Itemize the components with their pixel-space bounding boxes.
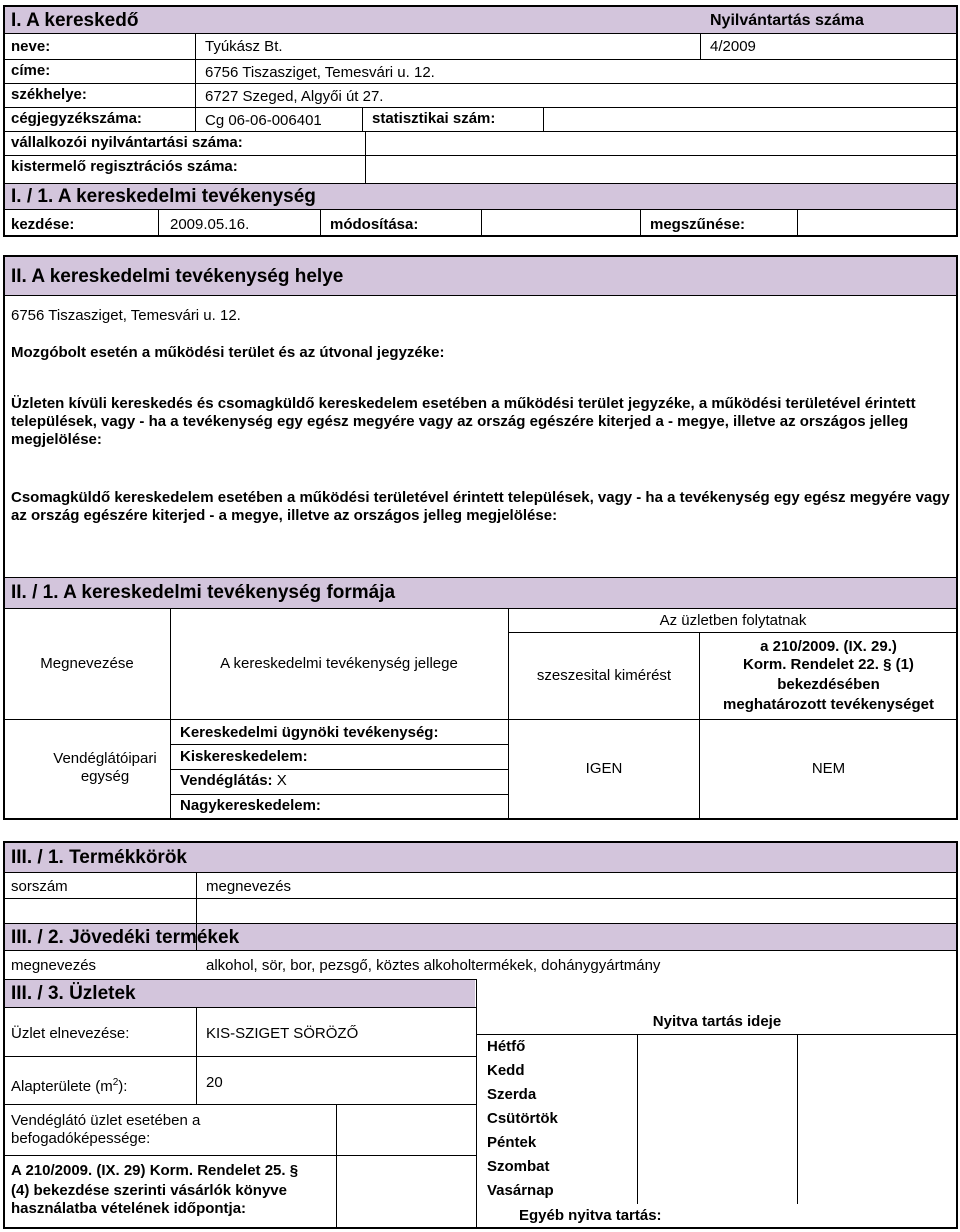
col-nature-header: A kereskedelmi tevékenység jellege — [220, 655, 458, 672]
complaint-book-line3: használatba vételének időpontja: — [11, 1200, 247, 1217]
excise-section-title: III. / 2. Jövedéki termékek — [11, 927, 240, 948]
divider — [4, 719, 957, 720]
registration-number-value: 4/2009 — [710, 38, 756, 55]
divider — [4, 33, 957, 34]
day-tuesday: Kedd — [487, 1062, 525, 1079]
products-section-title: III. / 1. Termékkörök — [11, 847, 188, 868]
divider — [171, 769, 508, 770]
area-label — [11, 1074, 127, 1096]
area-label-end: ): — [118, 1078, 128, 1095]
company-registration-label: cégjegyzékszáma: — [11, 110, 142, 127]
divider — [4, 1007, 476, 1008]
divider — [4, 577, 957, 578]
shop-name-label: Üzlet elnevezése: — [11, 1025, 130, 1042]
activity-catering — [180, 772, 287, 790]
divider — [508, 608, 509, 819]
divider — [320, 209, 321, 236]
divider — [797, 209, 798, 236]
divider — [4, 979, 476, 980]
area-label-text: Alapterülete (m — [11, 1078, 113, 1095]
end-label: megszűnése: — [650, 216, 746, 233]
activity-catering-label: Vendéglátás: — [180, 772, 273, 789]
modification-label: módosítása: — [330, 216, 419, 233]
area-label-sup: 2 — [112, 1077, 119, 1088]
opening-hours-title: Nyitva tartás ideje — [652, 1013, 782, 1030]
divider — [4, 950, 957, 951]
address-label: címe: — [11, 62, 51, 79]
divider — [4, 295, 957, 296]
col-regulation-line3: bekezdésében — [777, 676, 880, 693]
activity-catering-value: X — [276, 772, 287, 789]
divider — [4, 1155, 476, 1156]
company-registration-value: Cg 06-06-006401 — [205, 112, 322, 129]
divider — [4, 183, 957, 184]
entrepreneur-number-label: vállalkozói nyilvántartási száma: — [11, 134, 243, 151]
start-label: kezdése: — [11, 216, 75, 233]
divider — [336, 1104, 337, 1228]
activity-section-title: I. / 1. A kereskedelmi tevékenység — [11, 186, 316, 207]
col-product-name-header: megnevezés — [206, 878, 292, 895]
form-section-title: II. / 1. A kereskedelmi tevékenység formája — [11, 582, 396, 603]
other-opening-hours-label: Egyéb nyitva tartás: — [519, 1207, 662, 1224]
row-unit-name: Vendéglátóipari egység — [53, 750, 157, 785]
regulation-value: NEM — [811, 760, 846, 777]
activity-retail: Kiskereskedelem: — [180, 748, 308, 765]
shops-section-title: III. / 3. Üzletek — [11, 983, 136, 1004]
excise-label: megnevezés — [11, 957, 97, 974]
address-value: 6756 Tiszasziget, Temesvári u. 12. — [205, 64, 435, 81]
divider — [640, 209, 641, 236]
capacity-label: Vendéglátó üzlet esetében a befogadóképessége: — [11, 1112, 201, 1147]
day-wednesday: Szerda — [487, 1086, 537, 1103]
divider — [4, 131, 957, 132]
divider — [4, 1056, 476, 1057]
complaint-book-line1: A 210/2009. (IX. 29) Korm. Rendelet 25. § — [11, 1162, 299, 1179]
day-sunday: Vasárnap — [487, 1182, 554, 1199]
col-shop-header: Az üzletben folytatnak — [659, 612, 807, 629]
shop-name-value: KIS-SZIGET SÖRÖZŐ — [206, 1025, 359, 1042]
divider — [171, 794, 508, 795]
divider — [171, 744, 508, 745]
seat-label: székhelye: — [11, 86, 87, 103]
day-saturday: Szombat — [487, 1158, 550, 1175]
divider — [481, 209, 482, 236]
location-section-title: II. A kereskedelmi tevékenység helye — [11, 266, 344, 287]
divider — [699, 632, 700, 819]
start-value: 2009.05.16. — [170, 216, 250, 233]
divider — [170, 608, 171, 819]
divider — [4, 83, 957, 84]
name-value: Tyúkász Bt. — [205, 38, 283, 55]
activity-wholesale: Nagykereskedelem: — [180, 797, 321, 814]
divider — [476, 979, 477, 1228]
divider — [543, 107, 544, 131]
divider — [362, 107, 363, 131]
divider — [797, 1034, 798, 1204]
divider — [4, 107, 957, 108]
complaint-book-line2: (4) bekezdése szerinti vásárlók könyve — [11, 1182, 287, 1199]
registration-number-title: Nyilvántartás száma — [710, 12, 864, 29]
mobile-shop-label: Mozgóbolt esetén a működési terület és az útvonal jegyzéke: — [11, 344, 445, 361]
divider — [4, 923, 957, 924]
day-friday: Péntek — [487, 1134, 537, 1151]
divider — [4, 59, 957, 60]
activity-agent: Kereskedelmi ügynöki tevékenység: — [180, 724, 439, 741]
location-address: 6756 Tiszasziget, Temesvári u. 12. — [11, 307, 241, 324]
outside-trade-label: Üzleten kívüli kereskedés és csomagküldő kereskedelem esetében a működési terület jegyzéke, a működési területével érintett települések, vagy - ha a tevékenység egy egész megyére vagy az ország egészére kiterjed a - megye, illetve az országos jelleg megjelölése: — [11, 395, 916, 448]
section-location — [3, 255, 958, 820]
merchant-section-title: I. A kereskedő — [11, 10, 139, 31]
divider — [196, 1007, 197, 1104]
name-label: neve: — [11, 38, 51, 55]
col-number-header: sorszám — [11, 878, 68, 895]
farmer-registration-label: kistermelő regisztrációs száma: — [11, 158, 238, 175]
divider — [508, 632, 957, 633]
excise-value: alkohol, sör, bor, pezsgő, köztes alkoholtermékek, dohánygyártmány — [206, 957, 661, 974]
divider — [476, 1034, 957, 1035]
area-value: 20 — [206, 1074, 223, 1091]
divider — [4, 1104, 476, 1105]
divider — [195, 33, 196, 131]
col-regulation-line1: a 210/2009. (IX. 29.) — [760, 638, 897, 655]
col-regulation-line2: Korm. Rendelet 22. § (1) — [743, 656, 914, 673]
statistical-number-label: statisztikai szám: — [372, 110, 496, 127]
col-regulation-line4: meghatározott tevékenységet — [723, 696, 934, 713]
divider — [4, 872, 957, 873]
divider — [637, 1034, 638, 1204]
col-name-header: Megnevezése — [40, 655, 134, 672]
spirits-value: IGEN — [585, 760, 623, 777]
day-thursday: Csütörtök — [487, 1110, 558, 1127]
seat-value: 6727 Szeged, Algyői út 27. — [205, 88, 384, 105]
divider — [4, 155, 957, 156]
divider — [365, 131, 366, 183]
divider — [158, 209, 159, 236]
mail-order-label: Csomagküldő kereskedelem esetében a működési területével érintett települések, vagy - ha a tevékenység egy egész megyére vagy az ország egészére kiterjed - a megye, illetve az országos jelleg megjelölése: — [11, 489, 950, 524]
col-spirits-header: szeszesital kimérést — [536, 667, 672, 684]
divider — [700, 33, 701, 59]
divider — [4, 608, 957, 609]
day-monday: Hétfő — [487, 1038, 526, 1055]
divider — [4, 898, 957, 899]
